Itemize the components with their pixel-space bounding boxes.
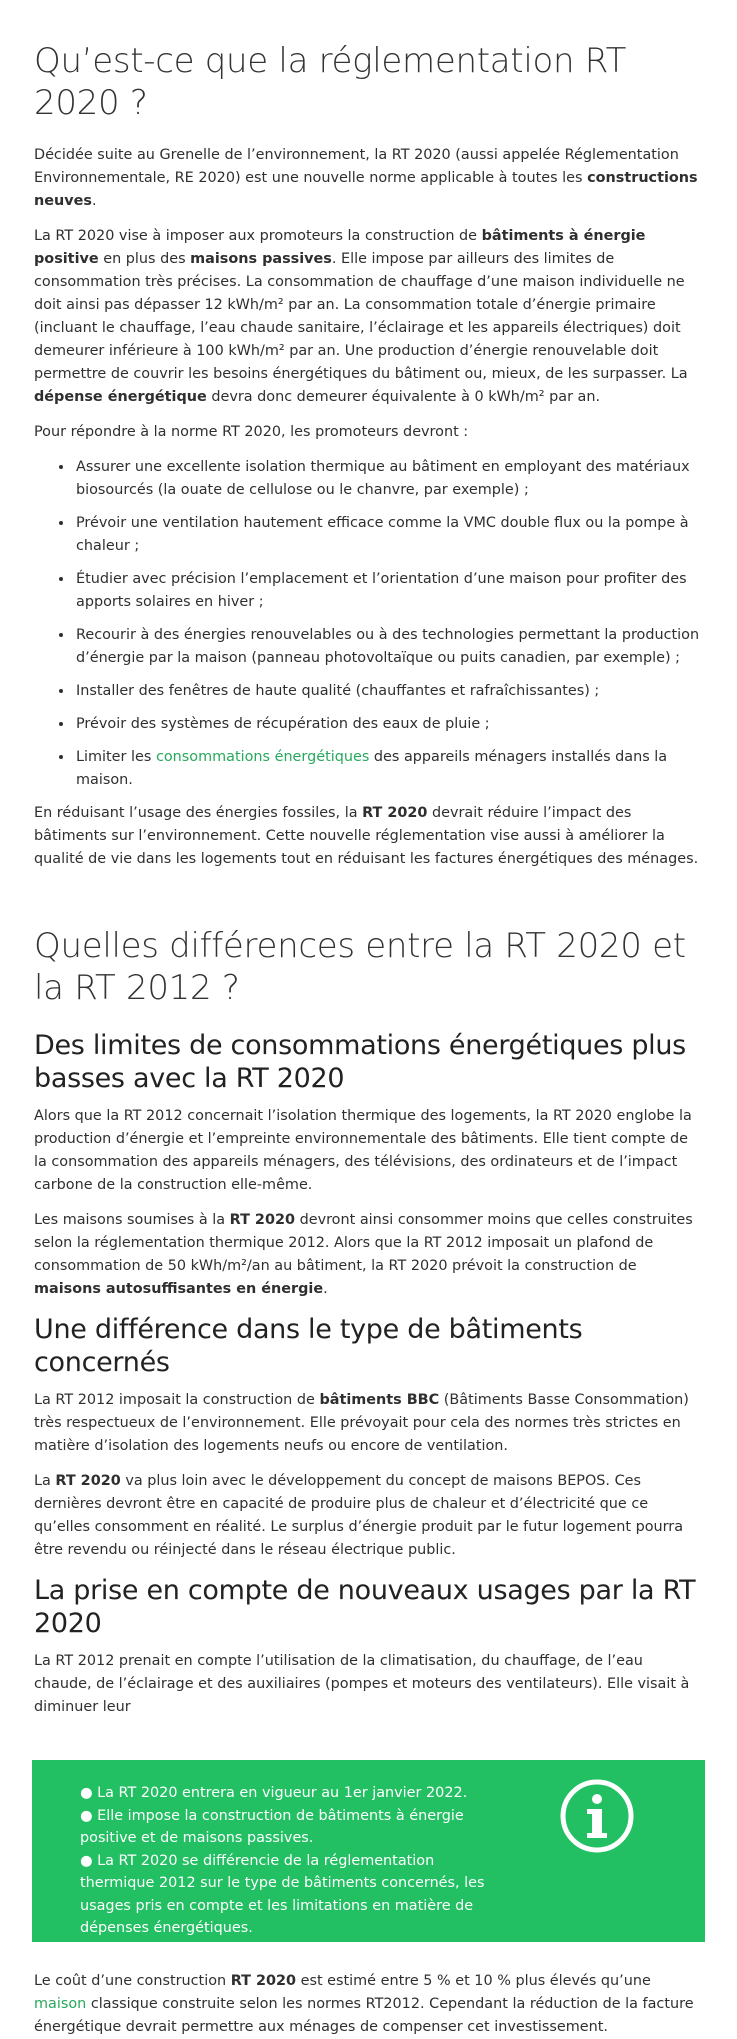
subsection-title-buildings: Une différence dans le type de bâtiments concernés [34, 1314, 583, 1378]
section-title-rt2020: Qu’est-ce que la réglementation RT 2020 ? [34, 41, 627, 123]
list-item: • Étudier avec précision l’emplacement et l’orientation d’une maison pour profiter des apports solaires en hiver ; [74, 568, 703, 614]
impact-paragraph: En réduisant l’usage des énergies fossiles, la RT 2020 devrait réduire l’impact des bâtiments sur l’environnement. Cette nouvelle réglementation vise aussi à améliorer la qualité de vie dans les logements tout en réduisant les factures énergétiques des ménages. [34, 805, 699, 867]
buildings-paragraph-2: La RT 2020 va plus loin avec le développement du concept de maisons BEPOS. Ces dernières devront être en capacité de produire plus de chaleur et d’électricité que ce qu’elles consomment en réalité. Le surplus d’énergie produit par le futur logement pourra être revendu ou réinjecté dans le réseau électrique public. [34, 1473, 684, 1558]
usages-paragraph: La RT 2012 prenait en compte l’utilisation de la climatisation, du chauffage, de l’eau chaude, de l’éclairage et des auxiliaires (pompes et moteurs des ventilateurs). Elle visait à diminuer leur [34, 1653, 690, 1715]
requirements-list [34, 456, 703, 792]
list-item: • Assurer une excellente isolation thermique au bâtiment en employant des matériaux biosourcés (la ouate de cellulose ou le chanvre, par exemple) ; [74, 456, 703, 502]
subsection-title-usages: La prise en compte de nouveaux usages par la RT 2020 [34, 1575, 696, 1639]
summary-line: ● Elle impose la construction de bâtiments à énergie positive et de maisons passives. [80, 1807, 464, 1846]
objectives-paragraph: La RT 2020 vise à imposer aux promoteurs la construction de bâtiments à énergie positive en plus des maisons passives. Elle impose par ailleurs des limites de consommation très précises. La consommation de chauffage d’une maison individuelle ne doit ainsi pas dépasser 12 kWh/m² par an. La consommation totale d’énergie primaire (incluant le chauffage, l’eau chaude sanitaire, l’éclairage et les appareils électriques) doit demeurer inférieure à 100 kWh/m² par an. Une production d’énergie renouvelable doit permettre de couvrir les besoins énergétiques du bâtiment ou, mieux, de les surpasser. La dépense énergétique devra donc demeurer équivalente à 0 kWh/m² par an. [34, 228, 688, 405]
section-spacer [34, 883, 703, 925]
requirements-intro: Pour répondre à la norme RT 2020, les promoteurs devront : [34, 424, 469, 440]
list-item: • Limiter les consommations énergétiques des appareils ménagers installés dans la maison. [74, 746, 703, 792]
cost-paragraph: Le coût d’une construction RT 2020 est estimé entre 5 % et 10 % plus élevés qu’une maison classique construite selon les normes RT2012. Cependant la réduction de la facture énergétique devrait permettre aux ménages de compenser cet investissement. [34, 1973, 694, 2035]
summary-lines [80, 1782, 500, 1940]
list-item: • Prévoir une ventilation hautement efficace comme la VMC double flux ou la pompe à chaleur ; [74, 512, 703, 558]
energy-consumption-link[interactable]: consommations énergétiques [155, 749, 370, 765]
limits-paragraph-1: Alors que la RT 2012 concernait l’isolation thermique des logements, la RT 2020 englobe la production d’énergie et l’empreinte environnementale des bâtiments. Elle tient compte de la consommation des appareils ménagers, des télévisions, des ordinateurs et de l’impact carbone de la construction elle-même. [34, 1108, 692, 1193]
summary-line: ● La RT 2020 se différencie de la réglementation thermique 2012 sur le type de bâtiments concernés, les usages pris en compte et les limitations en matière de dépenses énergétiques. [80, 1852, 485, 1936]
section-title-differences: Quelles différences entre la RT 2020 et la RT 2012 ? [34, 926, 686, 1008]
subsection-title-limits: Des limites de consommations énergétiques plus basses avec la RT 2020 [34, 1030, 686, 1094]
house-link[interactable]: maison [34, 1996, 87, 2012]
summary-line: ● La RT 2020 entrera en vigueur au 1er janvier 2022. [80, 1785, 468, 1801]
buildings-paragraph-1: La RT 2012 imposait la construction de bâtiments BBC (Bâtiments Basse Consommation) très respectueux de l’environnement. Elle prévoyait pour cela des normes très strictes en matière d’isolation des logements neufs ou encore de ventilation. [34, 1392, 689, 1454]
list-item: • Installer des fenêtres de haute qualité (chauffantes et rafraîchissantes) ; [74, 680, 703, 703]
summary-infobox [32, 1760, 705, 1942]
intro-paragraph: Décidée suite au Grenelle de l’environnement, la RT 2020 (aussi appelée Réglementation Environnementale, RE 2020) est une nouvelle norme applicable à toutes les constructions neuves. [34, 147, 698, 209]
list-item: • Prévoir des systèmes de récupération des eaux de pluie ; [74, 713, 703, 736]
list-item: • Recourir à des énergies renouvelables ou à des technologies permettant la production d’énergie par la maison (panneau photovoltaïque ou puits canadien, par exemple) ; [74, 624, 703, 670]
limits-paragraph-2: Les maisons soumises à la RT 2020 devront ainsi consommer moins que celles construites selon la réglementation thermique 2012. Alors que la RT 2012 imposait un plafond de consommation de 50 kWh/m²/an au bâtiment, la RT 2020 prévoit la construction de maisons autosuffisantes en énergie. [34, 1212, 693, 1297]
